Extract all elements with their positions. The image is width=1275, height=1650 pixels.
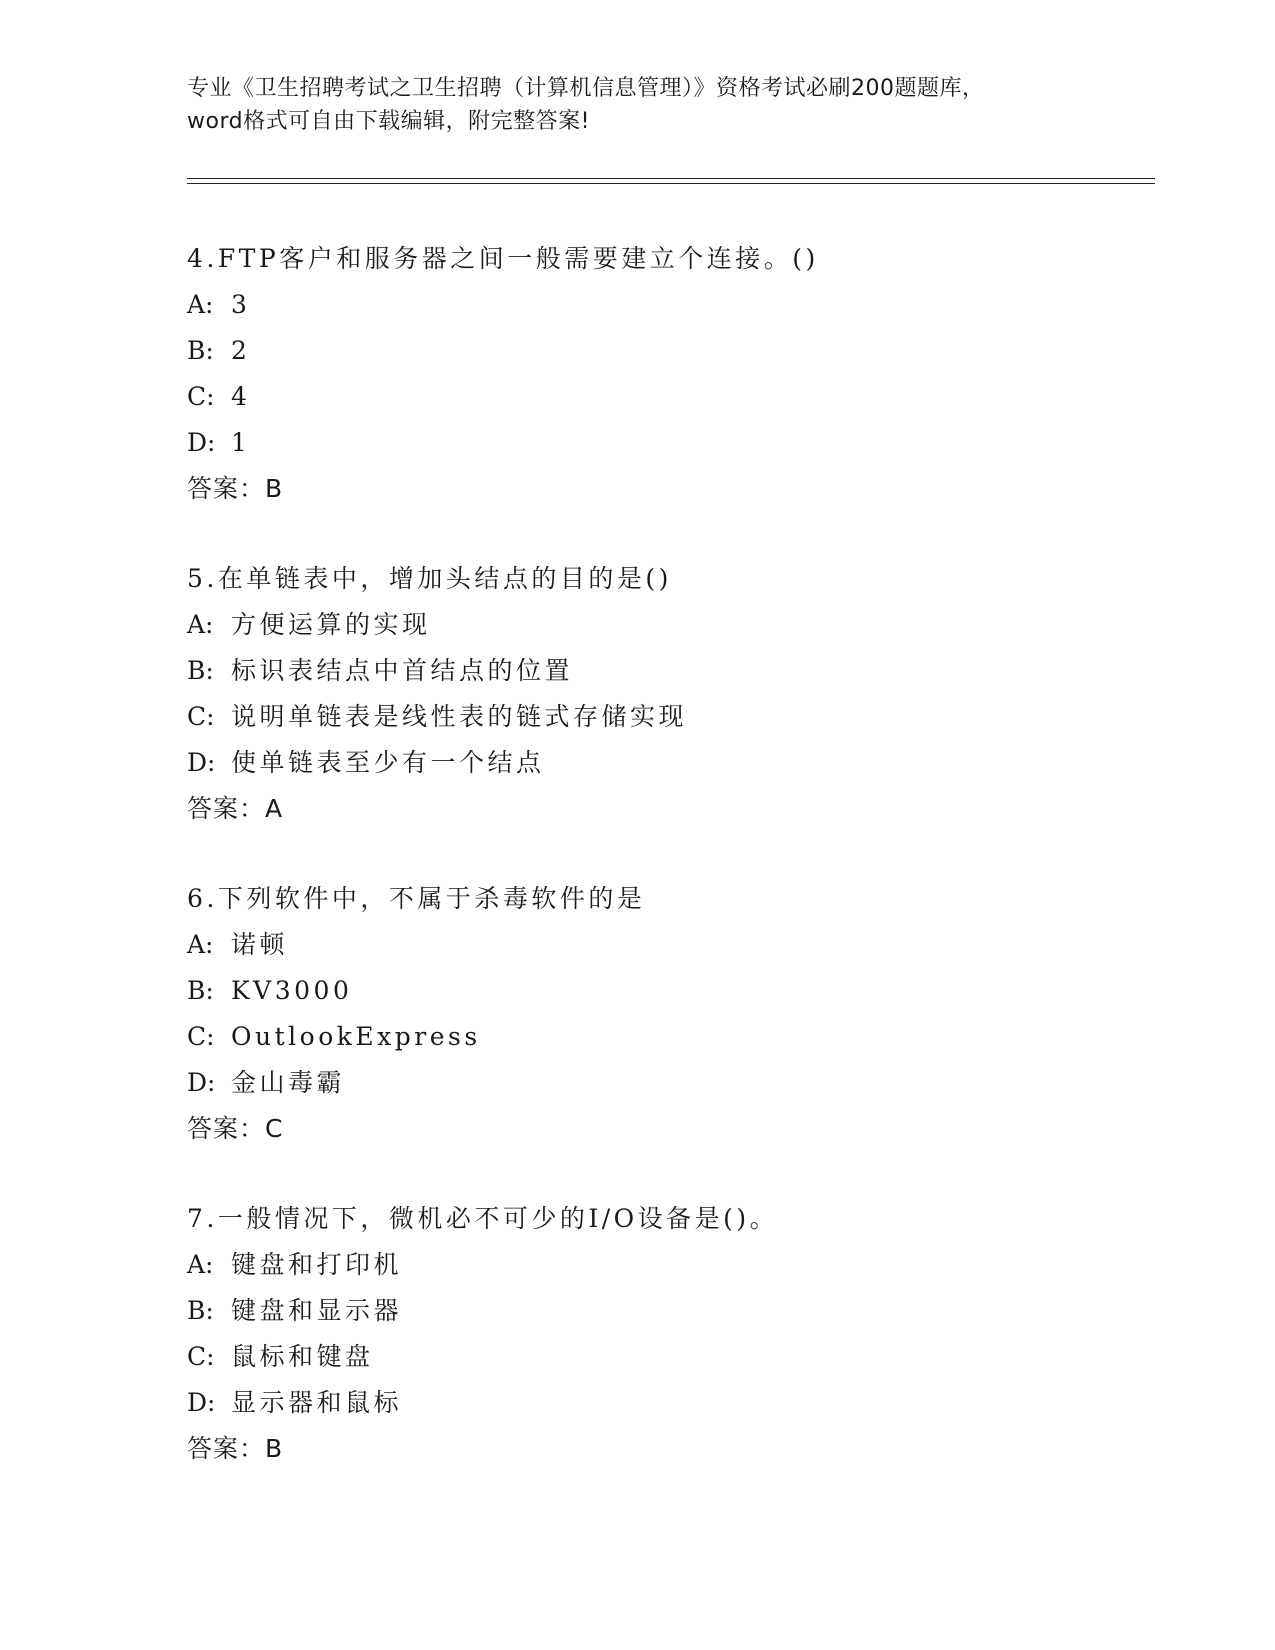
option-letter: A: <box>187 290 214 319</box>
option-text: 键盘和显示器 <box>231 1296 403 1325</box>
option-a <box>187 922 1147 968</box>
question-list <box>187 236 1147 1516</box>
question-7 <box>187 1196 1147 1516</box>
option-b <box>187 328 1147 374</box>
answer: 答案：A <box>187 794 284 823</box>
question-text: 7.一般情况下，微机必不可少的I/O设备是()。 <box>187 1204 779 1233</box>
option-text: 诺顿 <box>231 930 289 959</box>
option-text: 金山毒霸 <box>231 1068 346 1097</box>
option-letter: B: <box>187 1296 214 1325</box>
option-b <box>187 648 1147 694</box>
option-text: 方便运算的实现 <box>231 610 431 639</box>
option-text: 标识表结点中首结点的位置 <box>231 656 574 685</box>
header-line-2: word格式可自由下载编辑，附完整答案! <box>187 109 590 134</box>
answer: 答案：B <box>187 1434 284 1463</box>
option-c <box>187 1334 1147 1380</box>
option-a <box>187 1242 1147 1288</box>
option-letter: D: <box>187 1388 216 1417</box>
option-c <box>187 1014 1147 1060</box>
option-text: KV3000 <box>231 976 353 1005</box>
question-5 <box>187 556 1147 876</box>
option-d <box>187 1060 1147 1106</box>
option-b <box>187 968 1147 1014</box>
header-line-1: 专业《卫生招聘考试之卫生招聘（计算机信息管理）》资格考试必刷200题题库， <box>187 76 985 101</box>
option-letter: D: <box>187 1068 216 1097</box>
question-6 <box>187 876 1147 1196</box>
option-c <box>187 374 1147 420</box>
option-letter: C: <box>187 382 215 411</box>
option-letter: A: <box>187 930 214 959</box>
option-text: 使单链表至少有一个结点 <box>231 748 545 777</box>
option-b <box>187 1288 1147 1334</box>
option-text: 4 <box>231 382 251 411</box>
option-text: 显示器和鼠标 <box>231 1388 403 1417</box>
answer: 答案：B <box>187 474 284 503</box>
header-divider-bottom <box>187 183 1155 184</box>
question-text: 5.在单链表中，增加头结点的目的是() <box>187 564 672 593</box>
option-text: 2 <box>231 336 251 365</box>
option-a <box>187 282 1147 328</box>
option-d <box>187 1380 1147 1426</box>
option-letter: B: <box>187 336 214 365</box>
document-header <box>187 72 1087 138</box>
option-a <box>187 602 1147 648</box>
option-text: 说明单链表是线性表的链式存储实现 <box>231 702 688 731</box>
option-letter: B: <box>187 976 214 1005</box>
option-d <box>187 740 1147 786</box>
option-letter: D: <box>187 748 216 777</box>
question-text: 4.FTP客户和服务器之间一般需要建立个连接。() <box>187 244 819 273</box>
option-letter: C: <box>187 1022 215 1051</box>
option-text: 鼠标和键盘 <box>231 1342 374 1371</box>
option-text: 1 <box>231 428 251 457</box>
option-letter: B: <box>187 656 214 685</box>
option-text: 键盘和打印机 <box>231 1250 403 1279</box>
option-text: 3 <box>231 290 251 319</box>
option-letter: D: <box>187 428 216 457</box>
option-text: OutlookExpress <box>231 1022 481 1051</box>
option-d <box>187 420 1147 466</box>
header-divider-top <box>187 178 1155 179</box>
option-letter: C: <box>187 702 215 731</box>
option-letter: C: <box>187 1342 215 1371</box>
option-letter: A: <box>187 610 214 639</box>
question-4 <box>187 236 1147 556</box>
option-letter: A: <box>187 1250 214 1279</box>
question-text: 6.下列软件中，不属于杀毒软件的是 <box>187 884 646 913</box>
answer: 答案：C <box>187 1114 284 1143</box>
option-c <box>187 694 1147 740</box>
